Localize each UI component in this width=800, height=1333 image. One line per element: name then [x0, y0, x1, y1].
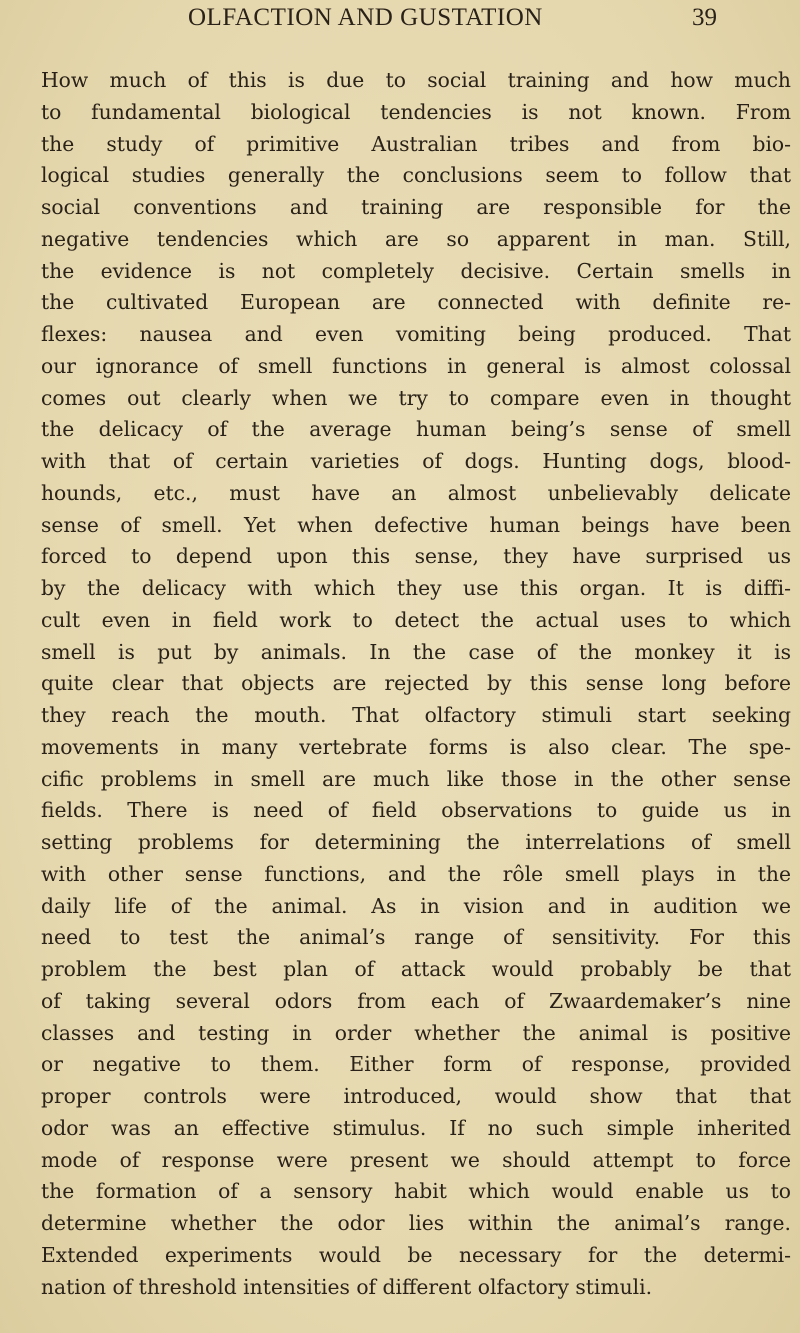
- text-line: fields. There is need of field observations to guide us in: [41, 798, 791, 823]
- text-line: the formation of a sensory habit which would enable us to: [41, 1179, 791, 1204]
- page-number: 39: [692, 4, 717, 31]
- text-line: or negative to them. Either form of response, provided: [41, 1052, 791, 1077]
- text-line: cult even in field work to detect the actual uses to which: [41, 607, 791, 632]
- text-line: logical studies generally the conclusions seem to follow that: [41, 163, 791, 188]
- text-line: with that of certain varieties of dogs. Hunting dogs, blood-: [41, 449, 791, 473]
- text-line: problem the best plan of attack would probably be that: [41, 957, 791, 981]
- body-text: [41, 65, 791, 1303]
- text-line: the cultivated European are connected with definite re-: [41, 290, 791, 315]
- text-line: flexes: nausea and even vomiting being produced. That: [41, 322, 791, 346]
- text-line: nation of threshold intensities of different olfactory stimuli.: [41, 1274, 653, 1299]
- text-line: proper controls were introduced, would show that that: [41, 1084, 791, 1108]
- text-line: Extended experiments would be necessary for the determi-: [41, 1242, 791, 1267]
- text-line: with other sense functions, and the rôle smell plays in the: [41, 861, 791, 886]
- text-line: daily life of the animal. As in vision and in audition we: [41, 893, 791, 918]
- text-line: the study of primitive Australian tribes and from bio-: [41, 131, 791, 156]
- text-line: need to test the animal’s range of sensitivity. For this: [41, 925, 791, 950]
- text-line: setting problems for determining the interrelations of smell: [41, 830, 791, 854]
- text-line: of taking several odors from each of Zwaardemaker’s nine: [41, 988, 791, 1013]
- text-line: they reach the mouth. That olfactory stimuli start seeking: [41, 703, 791, 727]
- running-title: OLFACTION AND GUSTATION: [188, 4, 543, 31]
- text-line: hounds, etc., must have an almost unbelievably delicate: [41, 480, 791, 505]
- text-line: forced to depend upon this sense, they have surprised us: [41, 544, 791, 569]
- text-line: the evidence is not completely decisive. Certain smells in: [41, 258, 791, 283]
- text-line: How much of this is due to social training and how much: [41, 68, 791, 92]
- text-line: to fundamental biological tendencies is not known. From: [41, 99, 791, 124]
- text-line: by the delicacy with which they use this organ. It is diffi-: [41, 576, 791, 600]
- text-line: determine whether the odor lies within the animal’s range.: [41, 1211, 791, 1235]
- text-line: social conventions and training are responsible for the: [41, 195, 791, 219]
- text-line: comes out clearly when we try to compare even in thought: [41, 385, 791, 410]
- text-line: odor was an effective stimulus. If no such simple inherited: [41, 1115, 791, 1140]
- text-line: cific problems in smell are much like those in the other sense: [41, 766, 791, 791]
- text-line: the delicacy of the average human being’s sense of smell: [41, 417, 791, 442]
- text-line: negative tendencies which are so apparent in man. Still,: [41, 226, 791, 251]
- text-line: classes and testing in order whether the animal is positive: [41, 1020, 791, 1045]
- text-line: quite clear that objects are rejected by this sense long before: [41, 671, 791, 696]
- text-line: sense of smell. Yet when defective human beings have been: [41, 512, 791, 537]
- text-line: smell is put by animals. In the case of the monkey it is: [41, 639, 791, 664]
- text-line: movements in many vertebrate forms is also clear. The spe-: [41, 734, 791, 759]
- running-header: [0, 4, 800, 34]
- text-line: mode of response were present we should attempt to force: [41, 1147, 791, 1172]
- text-line: our ignorance of smell functions in general is almost colossal: [41, 353, 791, 378]
